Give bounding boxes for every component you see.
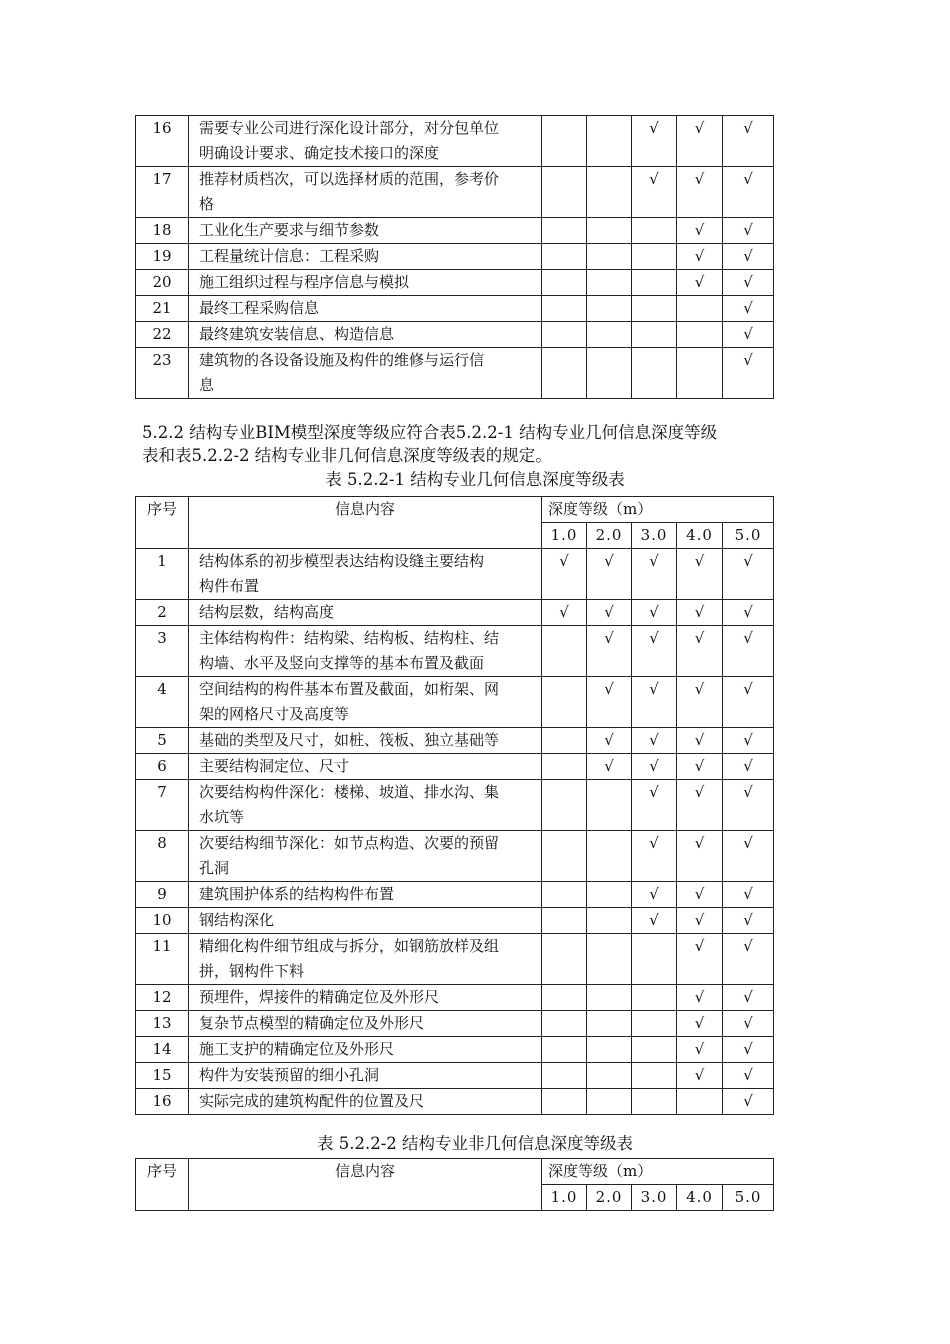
row-number: 1 (136, 549, 189, 600)
row-number: 22 (136, 322, 189, 348)
level-5-check: √ (723, 296, 774, 322)
level-3-check: √ (632, 728, 677, 754)
info-line: 息 (199, 376, 215, 394)
level-3-check (632, 985, 677, 1011)
level-1-check (542, 1089, 587, 1115)
level-4-check: √ (677, 167, 723, 218)
level-5-check: √ (723, 549, 774, 600)
level-1-check (542, 348, 587, 399)
table-row (136, 728, 774, 754)
info-line: 工业化生产要求与细节参数 (199, 221, 380, 239)
level-5-check: √ (723, 167, 774, 218)
level-1-check (542, 1063, 587, 1089)
header-level-2: 2.0 (587, 1185, 632, 1211)
level-4-check (677, 348, 723, 399)
info-content (189, 296, 542, 322)
paragraph-line-1: 5.2.2 结构专业BIM模型深度等级应符合表5.2.2-1 结构专业几何信息深度等级 (142, 423, 718, 442)
info-line: 主要结构洞定位、尺寸 (199, 757, 350, 775)
level-3-check: √ (632, 549, 677, 600)
level-5-check: √ (723, 677, 774, 728)
info-content (189, 549, 542, 600)
info-content (189, 1089, 542, 1115)
level-2-check (587, 1011, 632, 1037)
level-3-check (632, 348, 677, 399)
level-2-check: √ (587, 600, 632, 626)
row-number: 19 (136, 244, 189, 270)
level-1-check (542, 985, 587, 1011)
level-4-check: √ (677, 728, 723, 754)
level-1-check (542, 244, 587, 270)
level-3-check (632, 1089, 677, 1115)
level-1-check (542, 882, 587, 908)
header-level-1: 1.0 (542, 1185, 587, 1211)
table-row (136, 780, 774, 831)
table-row (136, 348, 774, 399)
level-3-check: √ (632, 780, 677, 831)
row-number: 23 (136, 348, 189, 399)
level-2-check: √ (587, 754, 632, 780)
level-2-check (587, 322, 632, 348)
info-line: 需要专业公司进行深化设计部分，对分包单位 (199, 119, 500, 137)
level-2-check (587, 270, 632, 296)
row-number: 13 (136, 1011, 189, 1037)
level-4-check: √ (677, 934, 723, 985)
level-2-check (587, 882, 632, 908)
row-number: 7 (136, 780, 189, 831)
header-level-3: 3.0 (632, 1185, 677, 1211)
header-info: 信息内容 (189, 497, 542, 549)
level-2-check (587, 1063, 632, 1089)
info-line: 拼，钢构件下料 (199, 962, 305, 980)
info-content (189, 934, 542, 985)
row-number: 21 (136, 296, 189, 322)
info-line: 构件布置 (199, 577, 260, 595)
level-3-check (632, 244, 677, 270)
level-5-check: √ (723, 882, 774, 908)
level-3-check: √ (632, 754, 677, 780)
level-2-check: √ (587, 549, 632, 600)
level-2-check: √ (587, 626, 632, 677)
level-4-check: √ (677, 549, 723, 600)
info-content (189, 1011, 542, 1037)
level-1-check (542, 270, 587, 296)
level-1-check (542, 322, 587, 348)
row-number: 5 (136, 728, 189, 754)
level-4-check: √ (677, 780, 723, 831)
level-3-check: √ (632, 882, 677, 908)
info-line: 最终建筑安装信息、构造信息 (199, 325, 395, 343)
info-content (189, 985, 542, 1011)
level-5-check: √ (723, 754, 774, 780)
level-3-check (632, 934, 677, 985)
header-depth: 深度等级（m） (542, 497, 774, 523)
info-line: 结构层数，结构高度 (199, 603, 335, 621)
info-line: 复杂节点模型的精确定位及外形尺 (199, 1014, 425, 1032)
table-row (136, 218, 774, 244)
table-row (136, 549, 774, 600)
level-5-check: √ (723, 831, 774, 882)
info-line: 工程量统计信息：工程采购 (199, 247, 380, 265)
geometric-info-depth-table (135, 496, 774, 1115)
level-1-check (542, 934, 587, 985)
table-row (136, 831, 774, 882)
info-content (189, 831, 542, 882)
level-3-check: √ (632, 116, 677, 167)
table-row (136, 296, 774, 322)
level-5-check: √ (723, 116, 774, 167)
info-content (189, 754, 542, 780)
level-5-check: √ (723, 270, 774, 296)
level-2-check (587, 296, 632, 322)
level-4-check: √ (677, 754, 723, 780)
table-row (136, 244, 774, 270)
info-line: 施工组织过程与程序信息与模拟 (199, 273, 410, 291)
level-4-check: √ (677, 218, 723, 244)
info-content (189, 677, 542, 728)
level-5-check: √ (723, 1063, 774, 1089)
level-2-check (587, 1037, 632, 1063)
level-2-check (587, 218, 632, 244)
level-5-check: √ (723, 985, 774, 1011)
level-4-check: √ (677, 985, 723, 1011)
info-content (189, 1063, 542, 1089)
row-number: 4 (136, 677, 189, 728)
level-2-check (587, 348, 632, 399)
info-content (189, 348, 542, 399)
info-line: 明确设计要求、确定技术接口的深度 (199, 144, 440, 162)
header-level-4: 4.0 (677, 1185, 723, 1211)
table-row (136, 1037, 774, 1063)
table-row (136, 882, 774, 908)
level-1-check: √ (542, 549, 587, 600)
level-3-check (632, 218, 677, 244)
info-line: 水坑等 (199, 808, 245, 826)
level-3-check: √ (632, 626, 677, 677)
level-2-check (587, 116, 632, 167)
level-2-check (587, 1089, 632, 1115)
table-row (136, 626, 774, 677)
level-2-check (587, 831, 632, 882)
table-row (136, 116, 774, 167)
info-line: 次要结构细节深化：如节点构造、次要的预留 (199, 834, 500, 852)
level-5-check: √ (723, 322, 774, 348)
header-no: 序号 (136, 1159, 189, 1211)
level-1-check (542, 167, 587, 218)
level-1-check (542, 754, 587, 780)
section-5-2-2-paragraph (142, 421, 822, 467)
level-3-check: √ (632, 677, 677, 728)
level-4-check (677, 296, 723, 322)
level-5-check: √ (723, 244, 774, 270)
row-number: 17 (136, 167, 189, 218)
row-number: 15 (136, 1063, 189, 1089)
row-number: 3 (136, 626, 189, 677)
row-number: 6 (136, 754, 189, 780)
info-line: 建筑物的各设备设施及构件的维修与运行信 (199, 351, 485, 369)
table-row (136, 167, 774, 218)
level-1-check (542, 626, 587, 677)
info-line: 建筑围护体系的结构构件布置 (199, 885, 395, 903)
table-row (136, 270, 774, 296)
info-content (189, 322, 542, 348)
level-5-check: √ (723, 600, 774, 626)
level-4-check: √ (677, 600, 723, 626)
level-5-check: √ (723, 908, 774, 934)
info-line: 施工支护的精确定位及外形尺 (199, 1040, 395, 1058)
table-row (136, 908, 774, 934)
header-level-4: 4.0 (677, 523, 723, 549)
level-5-check: √ (723, 1037, 774, 1063)
level-3-check (632, 322, 677, 348)
info-line: 预埋件，焊接件的精确定位及外形尺 (199, 988, 440, 1006)
level-4-check: √ (677, 1011, 723, 1037)
level-1-check (542, 677, 587, 728)
info-line: 空间结构的构件基本布置及截面，如桁架、网 (199, 680, 500, 698)
row-number: 16 (136, 1089, 189, 1115)
table-row (136, 1063, 774, 1089)
header-level-5: 5.0 (723, 523, 774, 549)
info-line: 构件为安装预留的细小孔洞 (199, 1066, 380, 1084)
level-4-check: √ (677, 270, 723, 296)
info-line: 结构体系的初步模型表达结构设缝主要结构 (199, 552, 485, 570)
row-number: 11 (136, 934, 189, 985)
level-2-check: √ (587, 677, 632, 728)
row-number: 20 (136, 270, 189, 296)
level-4-check: √ (677, 626, 723, 677)
level-1-check (542, 1011, 587, 1037)
level-2-check (587, 167, 632, 218)
level-1-check (542, 1037, 587, 1063)
info-content (189, 116, 542, 167)
info-content (189, 600, 542, 626)
table-row (136, 934, 774, 985)
info-line: 次要结构构件深化：楼梯、坡道、排水沟、集 (199, 783, 500, 801)
table-row (136, 600, 774, 626)
level-1-check (542, 831, 587, 882)
row-number: 16 (136, 116, 189, 167)
level-2-check (587, 908, 632, 934)
level-4-check: √ (677, 1037, 723, 1063)
level-1-check (542, 218, 587, 244)
level-4-check: √ (677, 908, 723, 934)
level-3-check (632, 1011, 677, 1037)
info-content (189, 270, 542, 296)
header-level-3: 3.0 (632, 523, 677, 549)
level-5-check: √ (723, 1089, 774, 1115)
row-number: 18 (136, 218, 189, 244)
level-1-check (542, 116, 587, 167)
level-5-check: √ (723, 218, 774, 244)
level-2-check: √ (587, 728, 632, 754)
level-1-check: √ (542, 600, 587, 626)
info-line: 构墙、水平及竖向支撑等的基本布置及截面 (199, 654, 485, 672)
level-4-check: √ (677, 677, 723, 728)
level-4-check (677, 1089, 723, 1115)
info-content (189, 882, 542, 908)
level-5-check: √ (723, 728, 774, 754)
table-row (136, 985, 774, 1011)
info-content (189, 728, 542, 754)
level-3-check: √ (632, 908, 677, 934)
info-content (189, 244, 542, 270)
level-2-check (587, 780, 632, 831)
level-1-check (542, 728, 587, 754)
row-number: 10 (136, 908, 189, 934)
row-number: 2 (136, 600, 189, 626)
info-line: 主体结构构件：结构梁、结构板、结构柱、结 (199, 629, 500, 647)
non-geometric-info-depth-table (135, 1158, 774, 1211)
level-5-check: √ (723, 348, 774, 399)
level-3-check (632, 1063, 677, 1089)
header-no: 序号 (136, 497, 189, 549)
level-5-check: √ (723, 780, 774, 831)
table-5-2-2-1-caption: 表 5.2.2-1 结构专业几何信息深度等级表 (325, 470, 625, 489)
row-number: 9 (136, 882, 189, 908)
info-line: 实际完成的建筑构配件的位置及尺 (199, 1092, 425, 1110)
header-level-2: 2.0 (587, 523, 632, 549)
info-content (189, 167, 542, 218)
level-3-check (632, 1037, 677, 1063)
header-depth: 深度等级（m） (542, 1159, 774, 1185)
level-1-check (542, 908, 587, 934)
structure-depth-table-continued (135, 115, 774, 399)
row-number: 14 (136, 1037, 189, 1063)
table-row (136, 754, 774, 780)
level-3-check: √ (632, 167, 677, 218)
level-3-check: √ (632, 600, 677, 626)
level-4-check: √ (677, 116, 723, 167)
table-row (136, 1089, 774, 1115)
level-4-check: √ (677, 1063, 723, 1089)
table-5-2-2-2-caption: 表 5.2.2-2 结构专业非几何信息深度等级表 (316, 1134, 634, 1153)
table-row (136, 677, 774, 728)
table-row (136, 322, 774, 348)
level-3-check (632, 296, 677, 322)
info-content (189, 218, 542, 244)
header-info: 信息内容 (189, 1159, 542, 1211)
info-line: 精细化构件细节组成与拆分，如钢筋放样及组 (199, 937, 500, 955)
row-number: 8 (136, 831, 189, 882)
info-line: 最终工程采购信息 (199, 299, 320, 317)
level-3-check (632, 270, 677, 296)
level-1-check (542, 296, 587, 322)
info-line: 孔洞 (199, 859, 230, 877)
info-content (189, 626, 542, 677)
info-line: 架的网格尺寸及高度等 (199, 705, 350, 723)
info-content (189, 780, 542, 831)
table-row (136, 1011, 774, 1037)
level-2-check (587, 244, 632, 270)
info-line: 钢结构深化 (199, 911, 275, 929)
info-line: 格 (199, 195, 215, 213)
level-5-check: √ (723, 626, 774, 677)
header-level-1: 1.0 (542, 523, 587, 549)
level-1-check (542, 780, 587, 831)
paragraph-line-2: 表和表5.2.2-2 结构专业非几何信息深度等级表的规定。 (142, 446, 552, 465)
level-5-check: √ (723, 934, 774, 985)
level-4-check: √ (677, 244, 723, 270)
level-4-check: √ (677, 882, 723, 908)
info-content (189, 1037, 542, 1063)
header-level-5: 5.0 (723, 1185, 774, 1211)
info-line: 基础的类型及尺寸，如桩、筏板、独立基础等 (199, 731, 500, 749)
info-content (189, 908, 542, 934)
info-line: 推荐材质档次，可以选择材质的范围，参考价 (199, 170, 500, 188)
level-2-check (587, 985, 632, 1011)
level-4-check: √ (677, 831, 723, 882)
level-2-check (587, 934, 632, 985)
level-3-check: √ (632, 831, 677, 882)
level-5-check: √ (723, 1011, 774, 1037)
row-number: 12 (136, 985, 189, 1011)
level-4-check (677, 322, 723, 348)
